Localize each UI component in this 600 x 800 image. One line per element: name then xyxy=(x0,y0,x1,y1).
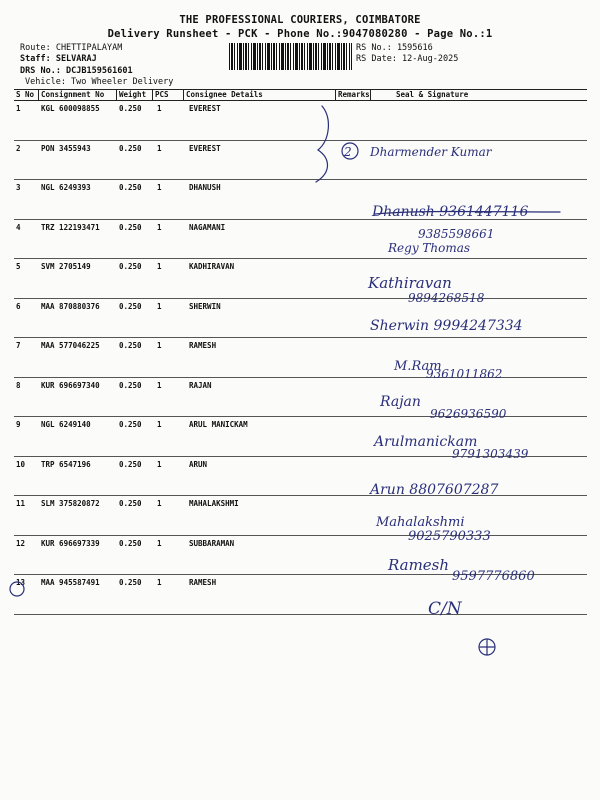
signature-row10: Arun 8807607287 xyxy=(370,482,499,498)
signature-row4-name: Regy Thomas xyxy=(388,241,471,255)
row-weight: 0.250 xyxy=(119,420,142,429)
row-pcs: 1 xyxy=(157,301,162,311)
row-weight: 0.250 xyxy=(119,459,142,469)
signature-row12-phone: 9597776860 xyxy=(452,569,535,584)
signature-row6: Sherwin 9994247334 xyxy=(370,318,523,334)
row-sno: 10 xyxy=(16,459,26,469)
row-pcs: 1 xyxy=(157,499,162,508)
header-remarks: Remarks xyxy=(338,90,370,99)
header-seal-signature: Seal & Signature xyxy=(396,90,469,99)
row-weight: 0.250 xyxy=(119,380,142,390)
row-weight: 0.250 xyxy=(119,222,142,232)
row-weight: 0.250 xyxy=(119,301,142,311)
row-consignee: RAMESH xyxy=(189,578,217,587)
row-consignment-no: NGL 6249140 xyxy=(41,420,91,429)
row-sno: 6 xyxy=(16,301,21,311)
row-pcs: 1 xyxy=(157,262,162,271)
row-weight: 0.250 xyxy=(119,578,142,587)
signature-row5-name: Kathiravan xyxy=(368,274,452,292)
staff-label: Staff: SELVARAJ xyxy=(20,54,97,64)
signature-row7-phone: 9361011862 xyxy=(426,367,503,381)
row-pcs: 1 xyxy=(157,143,162,153)
row-consignment-no: MAA 577046225 xyxy=(41,341,100,350)
signature-row2: Dharmender Kumar xyxy=(370,145,492,159)
row-consignment-no: SVM 2705149 xyxy=(41,262,91,271)
row-sno: 13 xyxy=(16,578,26,587)
row-sno: 2 xyxy=(16,143,21,153)
row-pcs: 1 xyxy=(157,183,162,192)
row-pcs: 1 xyxy=(157,459,162,469)
row-consignment-no: MAA 870880376 xyxy=(41,301,100,311)
row-weight: 0.250 xyxy=(119,499,142,508)
signature-row8-phone: 9626936590 xyxy=(430,407,507,421)
row-consignee: EVEREST xyxy=(189,104,221,113)
row-consignee: KADHIRAVAN xyxy=(189,262,235,271)
sno-circle xyxy=(10,582,24,596)
drs-number: DRS No.: DCJB159561601 xyxy=(20,66,133,76)
row-consignee: RAMESH xyxy=(189,341,217,350)
row-consignment-no: KUR 696697339 xyxy=(41,538,100,548)
rs-date: RS Date: 12-Aug-2025 xyxy=(356,54,459,64)
row-sno: 12 xyxy=(16,538,26,548)
row-sno: 1 xyxy=(16,104,21,113)
row-consignment-no: SLM 375820872 xyxy=(41,499,100,508)
signature-row8-name: Rajan xyxy=(380,394,421,410)
signature-row4-phone: 9385598661 xyxy=(418,227,495,241)
row-weight: 0.250 xyxy=(119,104,142,113)
row-sno: 9 xyxy=(16,420,21,429)
row-pcs: 1 xyxy=(157,104,162,113)
row-weight: 0.250 xyxy=(119,538,142,548)
signature-row5-phone: 9894268518 xyxy=(408,291,485,305)
runsheet-subtitle: Delivery Runsheet - PCK - Phone No.:9047080280 - Page No.:1 xyxy=(107,28,493,40)
company-title: THE PROFESSIONAL COURIERS, COIMBATORE xyxy=(179,14,421,26)
signature-row9-phone: 9791303439 xyxy=(452,447,529,461)
row-weight: 0.250 xyxy=(119,262,142,271)
row-pcs: 1 xyxy=(157,538,162,548)
row-consignee: MAHALAKSHMI xyxy=(189,499,239,508)
row-consignee: EVEREST xyxy=(189,143,221,153)
row-weight: 0.250 xyxy=(119,143,142,153)
row-sno: 4 xyxy=(16,222,21,232)
row-pcs: 1 xyxy=(157,222,162,232)
row-consignment-no: KGL 600098855 xyxy=(41,104,100,113)
row-sno: 11 xyxy=(16,499,26,508)
row-consignment-no: TRZ 122193471 xyxy=(41,222,100,232)
row-consignee: ARUN xyxy=(189,459,208,469)
row-consignment-no: PON 3455943 xyxy=(41,143,91,153)
route-label: Route: CHETTIPALAYAM xyxy=(20,43,123,53)
remark-row2: 2 xyxy=(344,145,352,159)
note-row13: C/N xyxy=(428,599,462,619)
header-weight: Weight xyxy=(119,90,147,99)
header-sno: S No xyxy=(16,90,35,99)
row-pcs: 1 xyxy=(157,420,162,429)
row-weight: 0.250 xyxy=(119,183,142,192)
row-sno: 5 xyxy=(16,262,21,271)
signature-row11-phone: 9025790333 xyxy=(408,529,491,544)
row-consignment-no: TRP 6547196 xyxy=(41,459,91,469)
signature-row7-name: M.Ram xyxy=(394,359,442,374)
row-sno: 3 xyxy=(16,183,21,192)
header-consignee: Consignee Details xyxy=(186,90,263,99)
row-consignee: SHERWIN xyxy=(189,301,221,311)
row-consignee: RAJAN xyxy=(189,380,212,390)
row-sno: 8 xyxy=(16,380,21,390)
row-consignee: ARUL MANICKAM xyxy=(189,420,248,429)
row-sno: 7 xyxy=(16,341,21,350)
row-consignment-no: KUR 696697340 xyxy=(41,380,100,390)
row-consignment-no: MAA 945587491 xyxy=(41,578,100,587)
rs-number: RS No.: 1595616 xyxy=(356,43,433,53)
signature-row9-name: Arulmanickam xyxy=(374,434,478,450)
signature-row11-name: Mahalakshmi xyxy=(376,515,465,530)
row-weight: 0.250 xyxy=(119,341,142,350)
row-consignment-no: NGL 6249393 xyxy=(41,183,91,192)
row-consignee: NAGAMANI xyxy=(189,222,226,232)
row-pcs: 1 xyxy=(157,578,162,587)
brace-mark xyxy=(316,106,328,182)
header-consignment: Consignment No xyxy=(41,90,105,99)
signature-row12-name: Ramesh xyxy=(388,556,450,574)
row-pcs: 1 xyxy=(157,380,162,390)
signature-row3: Dhanush 9361447116 xyxy=(372,204,529,220)
header-pcs: PCS xyxy=(155,90,169,99)
vehicle-label: Vehicle: Two Wheeler Delivery xyxy=(25,77,174,87)
row-consignee: SUBBARAMAN xyxy=(189,538,235,548)
row-pcs: 1 xyxy=(157,341,162,350)
row-consignee: DHANUSH xyxy=(189,183,221,192)
